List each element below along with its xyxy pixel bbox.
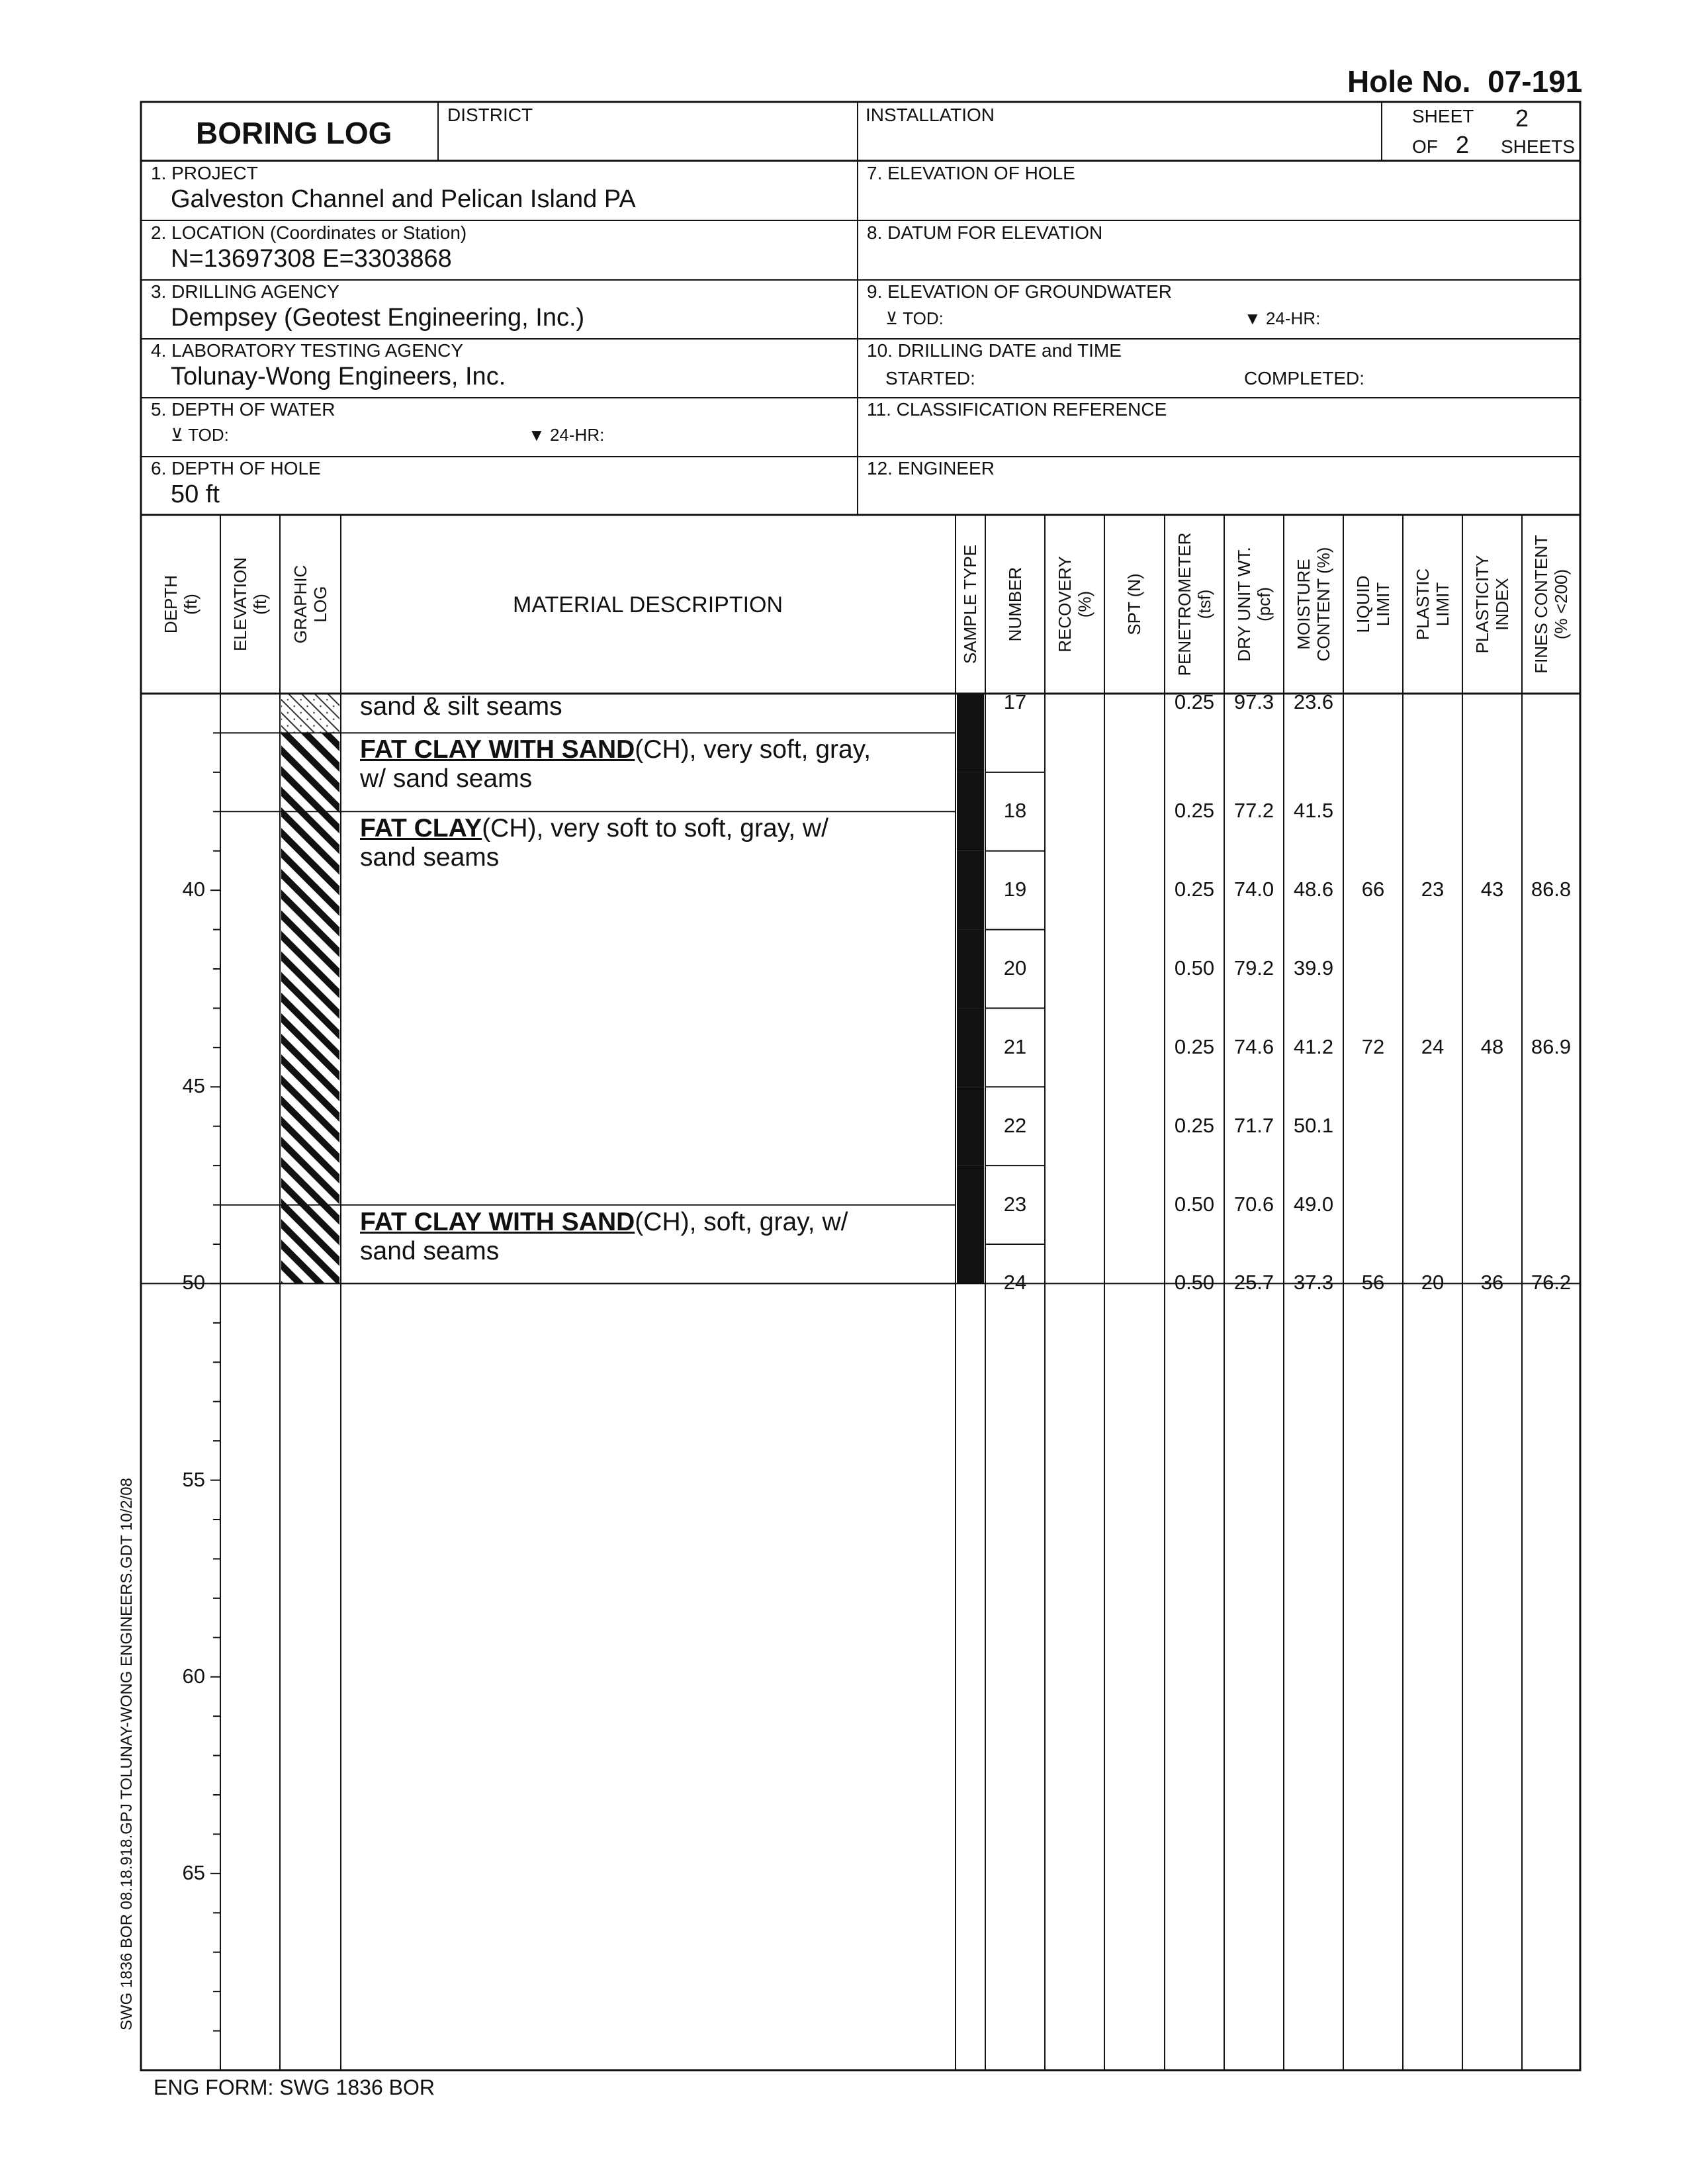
sample-penetrometer: 0.25 xyxy=(1174,878,1215,901)
sample-type-mark xyxy=(957,1165,984,1244)
sheets-label: SHEETS xyxy=(1501,136,1576,157)
depth-hole-value: 50 ft xyxy=(171,480,220,508)
sample-dry-unit: 74.6 xyxy=(1233,1034,1274,1058)
location-value: N=13697308 E=3303868 xyxy=(171,245,452,273)
sample-moisture: 37.3 xyxy=(1293,1271,1334,1295)
sample-dry-unit: 77.2 xyxy=(1233,799,1274,823)
graphic-log-silt xyxy=(281,694,339,733)
col-header-material: MATERIAL DESCRIPTION xyxy=(513,592,783,617)
project-value: Galveston Channel and Pelican Island PA xyxy=(171,185,636,213)
started-label: STARTED: xyxy=(885,368,975,388)
sample-penetrometer: 0.50 xyxy=(1174,1271,1215,1295)
installation-label: INSTALLATION xyxy=(866,105,995,125)
depth-label: 50 xyxy=(182,1271,205,1295)
sample-plastic: 23 xyxy=(1421,878,1445,901)
layer-description xyxy=(360,814,828,872)
sample-moisture: 48.6 xyxy=(1293,878,1334,901)
sample-number: 22 xyxy=(1003,1113,1027,1137)
col-header-sample-type: SAMPLE TYPE xyxy=(960,544,980,664)
elev-gw-label: 9. ELEVATION OF GROUNDWATER xyxy=(867,281,1173,302)
sample-plastic: 24 xyxy=(1421,1034,1445,1058)
sample-number: 19 xyxy=(1003,878,1027,901)
sample-penetrometer: 0.25 xyxy=(1174,1034,1215,1058)
col-header-penetrometer: PENETROMETER (tsf) xyxy=(1175,532,1214,676)
elev-hole-label: 7. ELEVATION OF HOLE xyxy=(867,163,1075,183)
depth-hole-label: 6. DEPTH OF HOLE xyxy=(151,458,321,478)
sample-plastic: 20 xyxy=(1421,1271,1445,1295)
total-sheets: 2 xyxy=(1456,131,1470,158)
lab-agency-label: 4. LABORATORY TESTING AGENCY xyxy=(151,340,464,361)
col-header-depth: DEPTH (ft) xyxy=(161,574,201,634)
col-header-spt: SPT (N) xyxy=(1124,573,1144,635)
lab-agency-value: Tolunay-Wong Engineers, Inc. xyxy=(171,363,506,390)
sample-plasticity: 48 xyxy=(1480,1034,1504,1058)
depth-label: 45 xyxy=(182,1074,205,1098)
graphic-log-clay xyxy=(281,733,339,811)
col-header-number: NUMBER xyxy=(1005,567,1025,642)
drilling-agency-label: 3. DRILLING AGENCY xyxy=(151,281,339,302)
sample-moisture: 23.6 xyxy=(1293,690,1334,713)
sample-penetrometer: 0.25 xyxy=(1174,690,1215,713)
tod-gw-symbol: ⊻ xyxy=(885,308,899,328)
depth-label: 60 xyxy=(182,1664,205,1688)
sample-number: 17 xyxy=(1003,690,1027,713)
sample-dry-unit: 97.3 xyxy=(1233,690,1274,713)
gw-24hr: ▼ 24-HR: xyxy=(1244,308,1321,328)
col-header-plastic: PLASTIC LIMIT xyxy=(1413,568,1452,641)
sheet-label: SHEET xyxy=(1412,106,1474,126)
sample-liquid: 72 xyxy=(1361,1034,1385,1058)
sample-fines: 86.9 xyxy=(1531,1034,1572,1058)
sample-plasticity: 43 xyxy=(1480,878,1504,901)
sample-type-mark xyxy=(957,772,984,851)
sample-number: 21 xyxy=(1003,1034,1027,1058)
sample-number: 23 xyxy=(1003,1192,1027,1216)
sample-dry-unit: 74.0 xyxy=(1233,878,1274,901)
soil-detail: (CH), very soft to soft, gray, w/ sand seams xyxy=(360,814,828,872)
drilling-agency-value: Dempsey (Geotest Engineering, Inc.) xyxy=(171,304,585,332)
graphic-log-clay xyxy=(281,1205,339,1284)
layer-description xyxy=(360,1208,848,1266)
sample-moisture: 41.2 xyxy=(1293,1034,1334,1058)
completed-label: COMPLETED: xyxy=(1244,368,1365,388)
col-header-liquid: LIQUID LIMIT xyxy=(1353,575,1393,633)
sheet-number: 2 xyxy=(1515,105,1529,132)
sample-moisture: 41.5 xyxy=(1293,799,1334,823)
col-header-dry-unit: DRY UNIT WT. (pcf) xyxy=(1234,547,1274,662)
water-24hr: ▼ 24-HR: xyxy=(528,425,605,445)
sample-penetrometer: 0.25 xyxy=(1174,1113,1215,1137)
sample-number: 20 xyxy=(1003,956,1027,979)
sample-liquid: 56 xyxy=(1361,1271,1385,1295)
sample-penetrometer: 0.25 xyxy=(1174,799,1215,823)
sample-moisture: 39.9 xyxy=(1293,956,1334,979)
district-label: DISTRICT xyxy=(447,105,533,125)
sample-penetrometer: 0.50 xyxy=(1174,956,1215,979)
sample-type-mark xyxy=(957,694,984,772)
depth-water-label: 5. DEPTH OF WATER xyxy=(151,399,335,420)
sample-plasticity: 36 xyxy=(1480,1271,1504,1295)
col-header-graphic-log: GRAPHIC LOG xyxy=(290,565,330,644)
soil-detail: (CH), soft, gray, w/ sand seams xyxy=(360,1207,848,1265)
project-label: 1. PROJECT xyxy=(151,163,258,183)
sample-type-mark xyxy=(957,1087,984,1165)
sample-fines: 86.8 xyxy=(1531,878,1572,901)
sample-dry-unit: 71.7 xyxy=(1233,1113,1274,1137)
col-header-recovery: RECOVERY (%) xyxy=(1055,556,1094,653)
form-id: ENG FORM: SWG 1836 BOR xyxy=(154,2075,435,2099)
hole-number: Hole No. 07-191 xyxy=(1347,64,1583,99)
layer-description xyxy=(360,735,871,794)
soil-detail: (CH), very soft, gray, w/ sand seams xyxy=(360,735,871,794)
col-header-moisture: MOISTURE CONTENT (%) xyxy=(1294,547,1333,662)
sample-type-mark xyxy=(957,851,984,930)
col-header-fines: FINES CONTENT (% <200) xyxy=(1531,535,1571,674)
24hr-gw-symbol: ▼ xyxy=(1244,308,1261,328)
engineer-label: 12. ENGINEER xyxy=(867,458,995,478)
graphic-log-clay xyxy=(281,811,339,1205)
col-header-plasticity: PLASTICITY INDEX xyxy=(1472,555,1512,654)
sample-dry-unit: 70.6 xyxy=(1233,1192,1274,1216)
soil-name: FAT CLAY xyxy=(360,814,482,843)
sample-type-mark xyxy=(957,930,984,1009)
sample-penetrometer: 0.50 xyxy=(1174,1192,1215,1216)
soil-name: FAT CLAY WITH SAND xyxy=(360,1207,635,1236)
drill-date-label: 10. DRILLING DATE and TIME xyxy=(867,340,1122,361)
sample-number: 18 xyxy=(1003,799,1027,823)
sample-dry-unit: 25.7 xyxy=(1233,1271,1274,1295)
soil-name: FAT CLAY WITH SAND xyxy=(360,735,635,764)
form-title: BORING LOG xyxy=(196,116,392,150)
sample-moisture: 49.0 xyxy=(1293,1192,1334,1216)
sample-type-mark xyxy=(957,1244,984,1283)
of-label: OF xyxy=(1412,136,1438,157)
water-tod: ⊻ TOD: xyxy=(171,425,229,445)
tod-water-symbol: ⊻ xyxy=(171,425,184,445)
sample-liquid: 66 xyxy=(1361,878,1385,901)
depth-label: 55 xyxy=(182,1467,205,1491)
sample-fines: 76.2 xyxy=(1531,1271,1572,1295)
datum-label: 8. DATUM FOR ELEVATION xyxy=(867,222,1103,243)
soil-detail: sand & silt seams xyxy=(360,692,562,721)
sample-dry-unit: 79.2 xyxy=(1233,956,1274,979)
24hr-water-symbol: ▼ xyxy=(528,425,545,445)
depth-label: 65 xyxy=(182,1860,205,1884)
sample-type-mark xyxy=(957,1008,984,1087)
side-note: SWG 1836 BOR 08.18.918.GPJ TOLUNAY-WONG ENGINEERS.GDT 10/2/08 xyxy=(118,1478,136,2030)
sample-number: 24 xyxy=(1003,1271,1027,1295)
class-ref-label: 11. CLASSIFICATION REFERENCE xyxy=(867,399,1167,420)
gw-tod: ⊻ TOD: xyxy=(885,308,944,328)
depth-label: 40 xyxy=(182,878,205,901)
sample-moisture: 50.1 xyxy=(1293,1113,1334,1137)
col-header-elevation: ELEVATION (ft) xyxy=(230,557,270,652)
location-label: 2. LOCATION (Coordinates or Station) xyxy=(151,222,467,243)
layer-description xyxy=(360,692,562,721)
